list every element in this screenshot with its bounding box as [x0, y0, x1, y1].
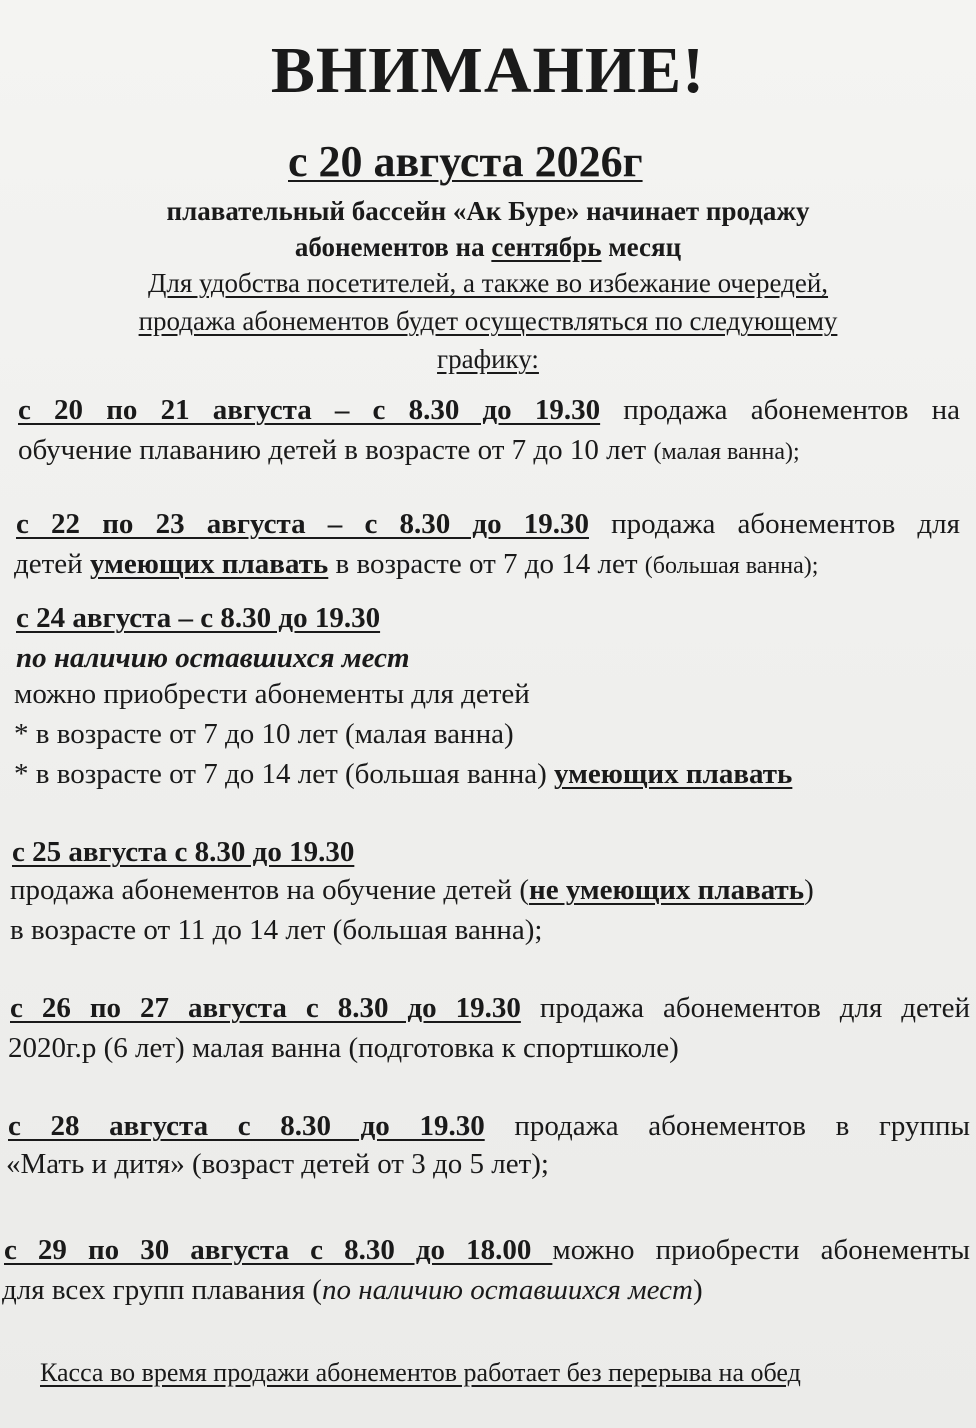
s4-line2: продажа абонементов на обучение детей (не умеющих плавать)	[10, 874, 814, 906]
s6-date: с 28 августа с 8.30 до 19.30	[8, 1110, 485, 1142]
s1-date: с 20 по 21 августа – с 8.30 до 19.30	[18, 394, 601, 426]
pool-announcement-line2: абонементов на сентябрь месяц	[294, 232, 682, 262]
intro-line2: продажа абонементов будет осуществляться по следующему	[138, 306, 838, 336]
s3-line5: * в возрасте от 7 до 14 лет (большая ванна) умеющих плавать	[14, 758, 793, 790]
s7-date: с 29 по 30 августа с 8.30 до 18.00	[4, 1234, 553, 1266]
intro-line3: графику:	[437, 344, 539, 374]
s2-line2: детей умеющих плавать в возрасте от 7 до 14 лет (большая ванна);	[14, 548, 819, 580]
s7-line1: с 29 по 30 августа с 8.30 до 18.00 можно приобрести абонементы	[4, 1234, 971, 1266]
s2-date: с 22 по 23 августа – с 8.30 до 19.30	[16, 508, 589, 540]
month-highlight: сентябрь	[491, 232, 602, 262]
s3-availability: по наличию оставшихся мест	[16, 642, 410, 674]
s2-line1: с 22 по 23 августа – с 8.30 до 19.30 продажа абонементов для	[16, 508, 960, 540]
s4-date: с 25 августа с 8.30 до 19.30	[12, 836, 355, 868]
s1-line1: с 20 по 21 августа – с 8.30 до 19.30 продажа абонементов на	[18, 394, 961, 426]
s6-line2: «Мать и дитя» (возраст детей от 3 до 5 лет);	[6, 1148, 549, 1180]
s6-line1: с 28 августа с 8.30 до 19.30 продажа абонементов в группы	[8, 1110, 970, 1142]
s4-line3: в возрасте от 11 до 14 лет (большая ванна);	[10, 914, 543, 946]
start-date-heading: с 20 августа 2026г	[288, 137, 643, 186]
s5-date: с 26 по 27 августа с 8.30 до 19.30	[10, 992, 521, 1024]
s3-line3: можно приобрести абонементы для детей	[14, 678, 530, 710]
s7-line2: для всех групп плавания (по наличию оставшихся мест)	[2, 1274, 703, 1306]
cashier-note: Касса во время продажи абонементов работает без перерыва на обед	[40, 1358, 801, 1387]
intro-line1: Для удобства посетителей, а также во избежание очередей,	[147, 268, 829, 298]
s5-line2: 2020г.р (6 лет) малая ванна (подготовка к спортшколе)	[8, 1032, 679, 1064]
notice-title: ВНИМАНИЕ!	[270, 34, 706, 107]
s1-line2: обучение плаванию детей в возрасте от 7 до 10 лет (малая ванна);	[18, 434, 800, 466]
s3-date: с 24 августа – с 8.30 до 19.30	[16, 602, 381, 634]
pool-announcement-line1: плавательный бассейн «Ак Буре» начинает продажу	[166, 196, 810, 226]
s5-line1: с 26 по 27 августа с 8.30 до 19.30 продажа абонементов для детей	[10, 992, 970, 1024]
s3-line4: * в возрасте от 7 до 10 лет (малая ванна)	[14, 718, 514, 750]
